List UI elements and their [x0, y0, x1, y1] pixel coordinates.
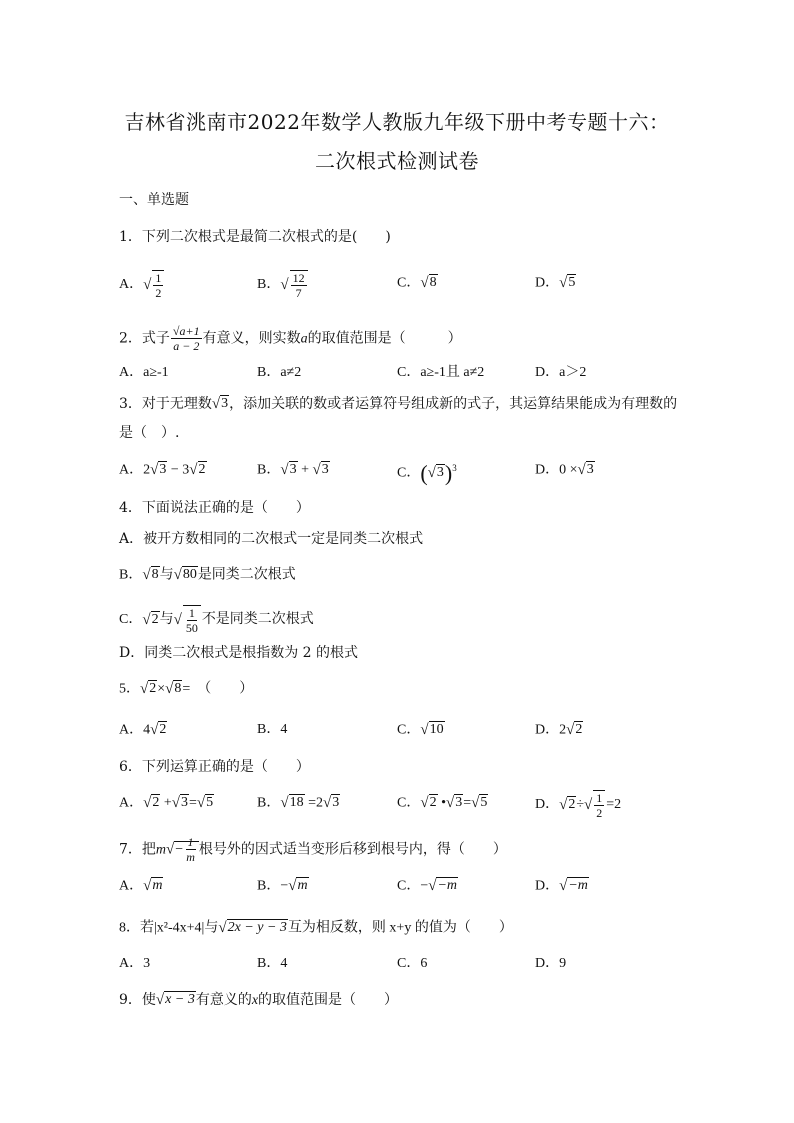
q5-option-d: D．2√2	[535, 722, 583, 738]
q5-option-b: B．4	[257, 722, 288, 737]
q7-option-a: A．√m	[119, 878, 163, 894]
question-2: 2．式子 $\frac{√a+1}{a - 2}$ 有意义，则实数a的取值范围是（ ）	[119, 324, 462, 353]
q5-option-c: C．√10	[397, 722, 444, 738]
question-9: 9．使√x − 3有意义的x的取值范围是（ ）	[119, 992, 399, 1009]
section-heading: 一、单选题	[119, 192, 189, 208]
question-3-line-1: 3．对于无理数√3，添加关联的数或者运算符号组成新的式子，其运算结果能成为有理数的	[119, 396, 678, 413]
q7-option-c: C．−√−m	[397, 878, 458, 894]
question-8: 8．若|x²-4x+4|与√2x − y − 3互为相反数，则 x+y 的值为（ ）	[119, 920, 513, 936]
q3-option-c: C．$(√3)^3$	[397, 460, 457, 486]
q8-option-a: A．3	[119, 956, 151, 971]
q4-option-d: D．同类二次根式是根指数为 2 的根式	[119, 645, 359, 661]
q3-option-d: D．0 ×√3	[535, 462, 594, 478]
q8-option-d: D．9	[535, 956, 567, 971]
q1-option-a: A．√ $\frac{1}{2}$	[119, 270, 165, 300]
q2-option-a: A．a≥-1	[119, 365, 169, 380]
q4-option-a: A．被开方数相同的二次根式一定是同类二次根式	[119, 531, 424, 547]
question-1: 1．下列二次根式是最简二次根式的是( )	[119, 229, 391, 245]
q8-option-c: C．6	[397, 956, 428, 971]
q3-option-a: A．2√3 − 3√2	[119, 462, 206, 478]
question-5: 5．√2×√8= （ ）	[119, 681, 254, 697]
question-3-line-2: 是（ ）.	[119, 425, 180, 441]
title-line-1: 吉林省洮南市2022年数学人教版九年级下册中考专题十六：	[124, 110, 670, 134]
q8-option-b: B．4	[257, 956, 288, 971]
q7-option-d: D．√−m	[535, 878, 588, 894]
q6-option-d: D．√2÷√ $\frac{1}{2}$ =2	[535, 791, 622, 820]
q7-option-b: B．−√m	[257, 878, 308, 894]
q4-option-b: B．√8与√80是同类二次根式	[119, 567, 296, 583]
q6-option-b: B．√18 =2√3	[257, 795, 340, 811]
q1-option-b: B．√ $\frac{12}{7}$	[257, 270, 309, 300]
q1-option-c: C．√8	[397, 275, 437, 291]
q2-option-c: C．a≥-1且 a≠2	[397, 365, 485, 380]
question-7: 7．把m√− $\frac{1}{m}$ 根号外的因式适当变形后移到根号内，得（ ）	[119, 835, 507, 864]
question-6: 6．下列运算正确的是（ ）	[119, 759, 310, 775]
q2-option-b: B．a≠2	[257, 365, 302, 380]
question-4: 4．下面说法正确的是（ ）	[119, 500, 310, 516]
title-line-2: 二次根式检测试卷	[315, 149, 479, 173]
q2-option-d: D．a＞2	[535, 365, 587, 380]
q3-option-b: B．√3 + √3	[257, 462, 329, 478]
q6-option-c: C．√2 •√3=√5	[397, 795, 488, 811]
q6-option-a: A．√2 +√3=√5	[119, 795, 214, 811]
q4-option-c: C．√2与√ $\frac{1}{50}$ 不是同类二次根式	[119, 606, 314, 635]
q5-option-a: A．4√2	[119, 722, 167, 738]
q1-option-d: D．√5	[535, 275, 576, 291]
